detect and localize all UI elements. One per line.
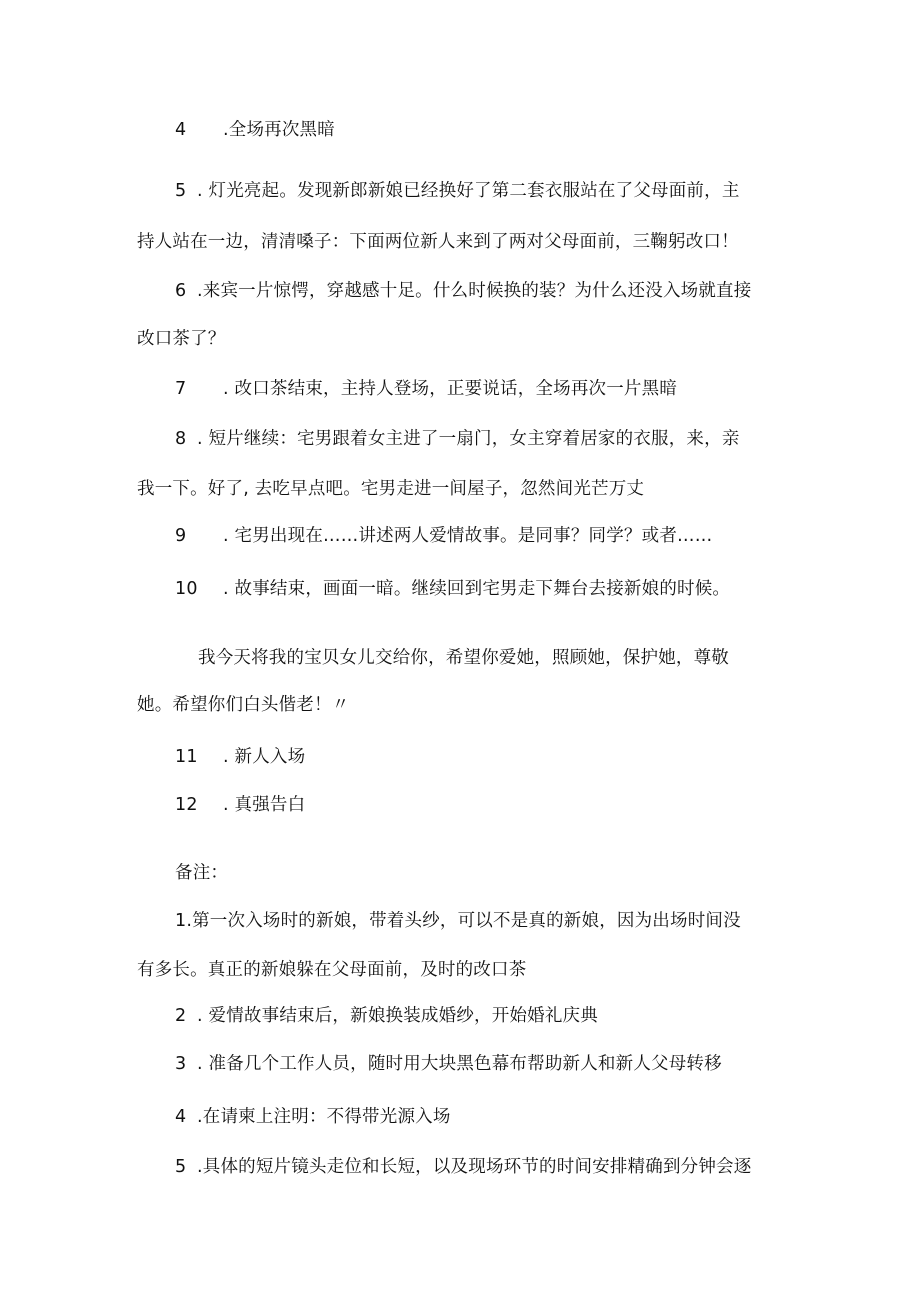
note-item [175,1104,451,1130]
note-item: 1.第一次入场时的新娘，带着头纱，可以不是真的新娘，因为出场时间没 [175,911,741,931]
item-text: . 短片继续：宅男跟着女主进了一扇门，女主穿着居家的衣服，来，亲 [197,429,740,449]
list-item [175,178,740,204]
item-number: 6 [175,281,187,301]
quote-line: 她。希望你们白头偕老！〃 [137,695,350,715]
item-text: . 改口茶结束，主持人登场，正要说话，全场再次一片黑暗 [223,379,678,399]
item-number: 11 [175,747,198,767]
item-text: . 宅男出现在……讲述两人爱情故事。是同事？同学？或者…… [223,526,713,546]
list-item [175,792,305,818]
item-number: 9 [175,526,187,546]
note-text: . 爱情故事结束后，新娘换装成婚纱，开始婚礼庆典 [197,1006,598,1026]
list-item [175,117,335,143]
list-item [175,744,305,770]
note-text: .具体的短片镜头走位和长短，以及现场环节的时间安排精确到分钟会逐 [197,1157,752,1177]
list-item [175,376,677,402]
item-number: 5 [175,181,187,201]
item-continuation: 改口茶了？ [137,329,226,349]
note-item [175,1154,751,1180]
list-item [175,576,730,602]
item-number: 10 [175,579,198,599]
item-continuation: 持人站在一边，清清嗓子：下面两位新人来到了两对父母面前，三鞠躬改口！ [137,232,739,252]
item-text: .全场再次黑暗 [223,120,335,140]
item-text: .来宾一片惊愕，穿越感十足。什么时候换的装？为什么还没入场就直接 [197,281,752,301]
note-item [175,1003,598,1029]
note-text: . 准备几个工作人员，随时用大块黑色幕布帮助新人和新人父母转移 [197,1054,722,1074]
item-text: . 新人入场 [223,747,306,767]
note-number: 5 [175,1157,187,1177]
note-continuation: 有多长。真正的新娘躲在父母面前，及时的改口茶 [137,960,527,980]
item-continuation: 我一下。好了, 去吃早点吧。宅男走进一间屋子，忽然间光芒万丈 [137,479,645,499]
item-number: 8 [175,429,187,449]
list-item [175,523,712,549]
quote-line: 我今天将我的宝贝女儿交给你，希望你爱她，照顾她，保护她，尊敬 [198,648,729,668]
item-number: 12 [175,795,198,815]
list-item [175,426,740,452]
note-number: 4 [175,1107,187,1127]
note-item [175,1051,722,1077]
item-text: . 真强告白 [223,795,306,815]
list-item [175,278,751,304]
notes-title: 备注： [175,863,229,883]
note-number: 3 [175,1054,187,1074]
item-text: . 故事结束，画面一暗。继续回到宅男走下舞台去接新娘的时候。 [223,579,731,599]
item-text: . 灯光亮起。发现新郎新娘已经换好了第二套衣服站在了父母面前，主 [197,181,740,201]
note-text: .在请柬上注明：不得带光源入场 [197,1107,451,1127]
item-number: 4 [175,120,187,140]
note-number: 2 [175,1006,187,1026]
item-number: 7 [175,379,187,399]
